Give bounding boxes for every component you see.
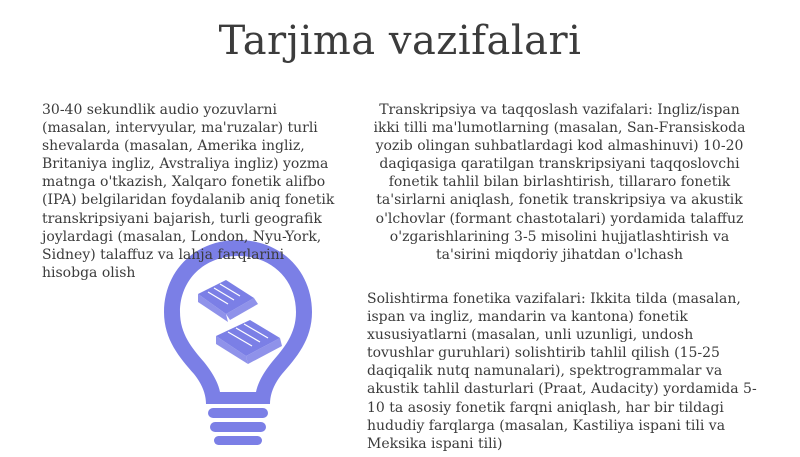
- slide-title: Tarjima vazifalari: [218, 18, 582, 64]
- right-text-block-comparative: Solishtirma fonetika vazifalari: Ikkita tilda (masalan, ispan va ingliz, mandarin va kantona) fonetik xususiyatlarni (masalan, unli uzunligi, undosh tovushlar guruhlari) solishtirib tahlil qilish (15-25 daqiqalik nutq namunalari), spektrogrammalar va akustik tahlil dasturlari (Praat, Audacity) yordamida 5-10 ta asosiy fonetik farqni aniqlash, har bir tildagi hududiy farqlarga (masalan, Kastiliya ispani tili va Meksika ispani tili): [367, 291, 757, 452]
- right-text-block-transcription: Transkripsiya va taqqoslash vazifalari: Ingliz/ispan ikki tilli ma'lumotlarning (masalan, San-Fransiskoda yozib olingan suhbatlardagi kod almashinuvi) 10-20 daqiqasiga qaratilgan transkripsiyani taqqoslovchi fonetik tahlil bilan birlashtirish, tillararo fonetik ta'sirlarni aniqlash, fonetik transkripsiya va akustik o'lchovlar (formant chastotalari) yordamida talaffuz o'zgarishlarining 3-5 misolini hujjatlashtirish va ta'sirini miqdoriy jihatdan o'lchash: [373, 102, 746, 263]
- left-text-block: 30-40 sekundlik audio yozuvlarni (masalan, intervyular, ma'ruzalar) turli shevalarda (masalan, Amerika ingliz, Britaniya ingliz, Avstraliya ingliz) yozma matnga o'tkazish, Xalqaro fonetik alifbo (IPA) belgilaridan foydalanib aniq fonetik transkripsiyani bajarish, turli geografik joylardagi (masalan, London, Nyu-York, Sidney) talaffuz va lahja farqlarini hisobga olish: [42, 102, 335, 281]
